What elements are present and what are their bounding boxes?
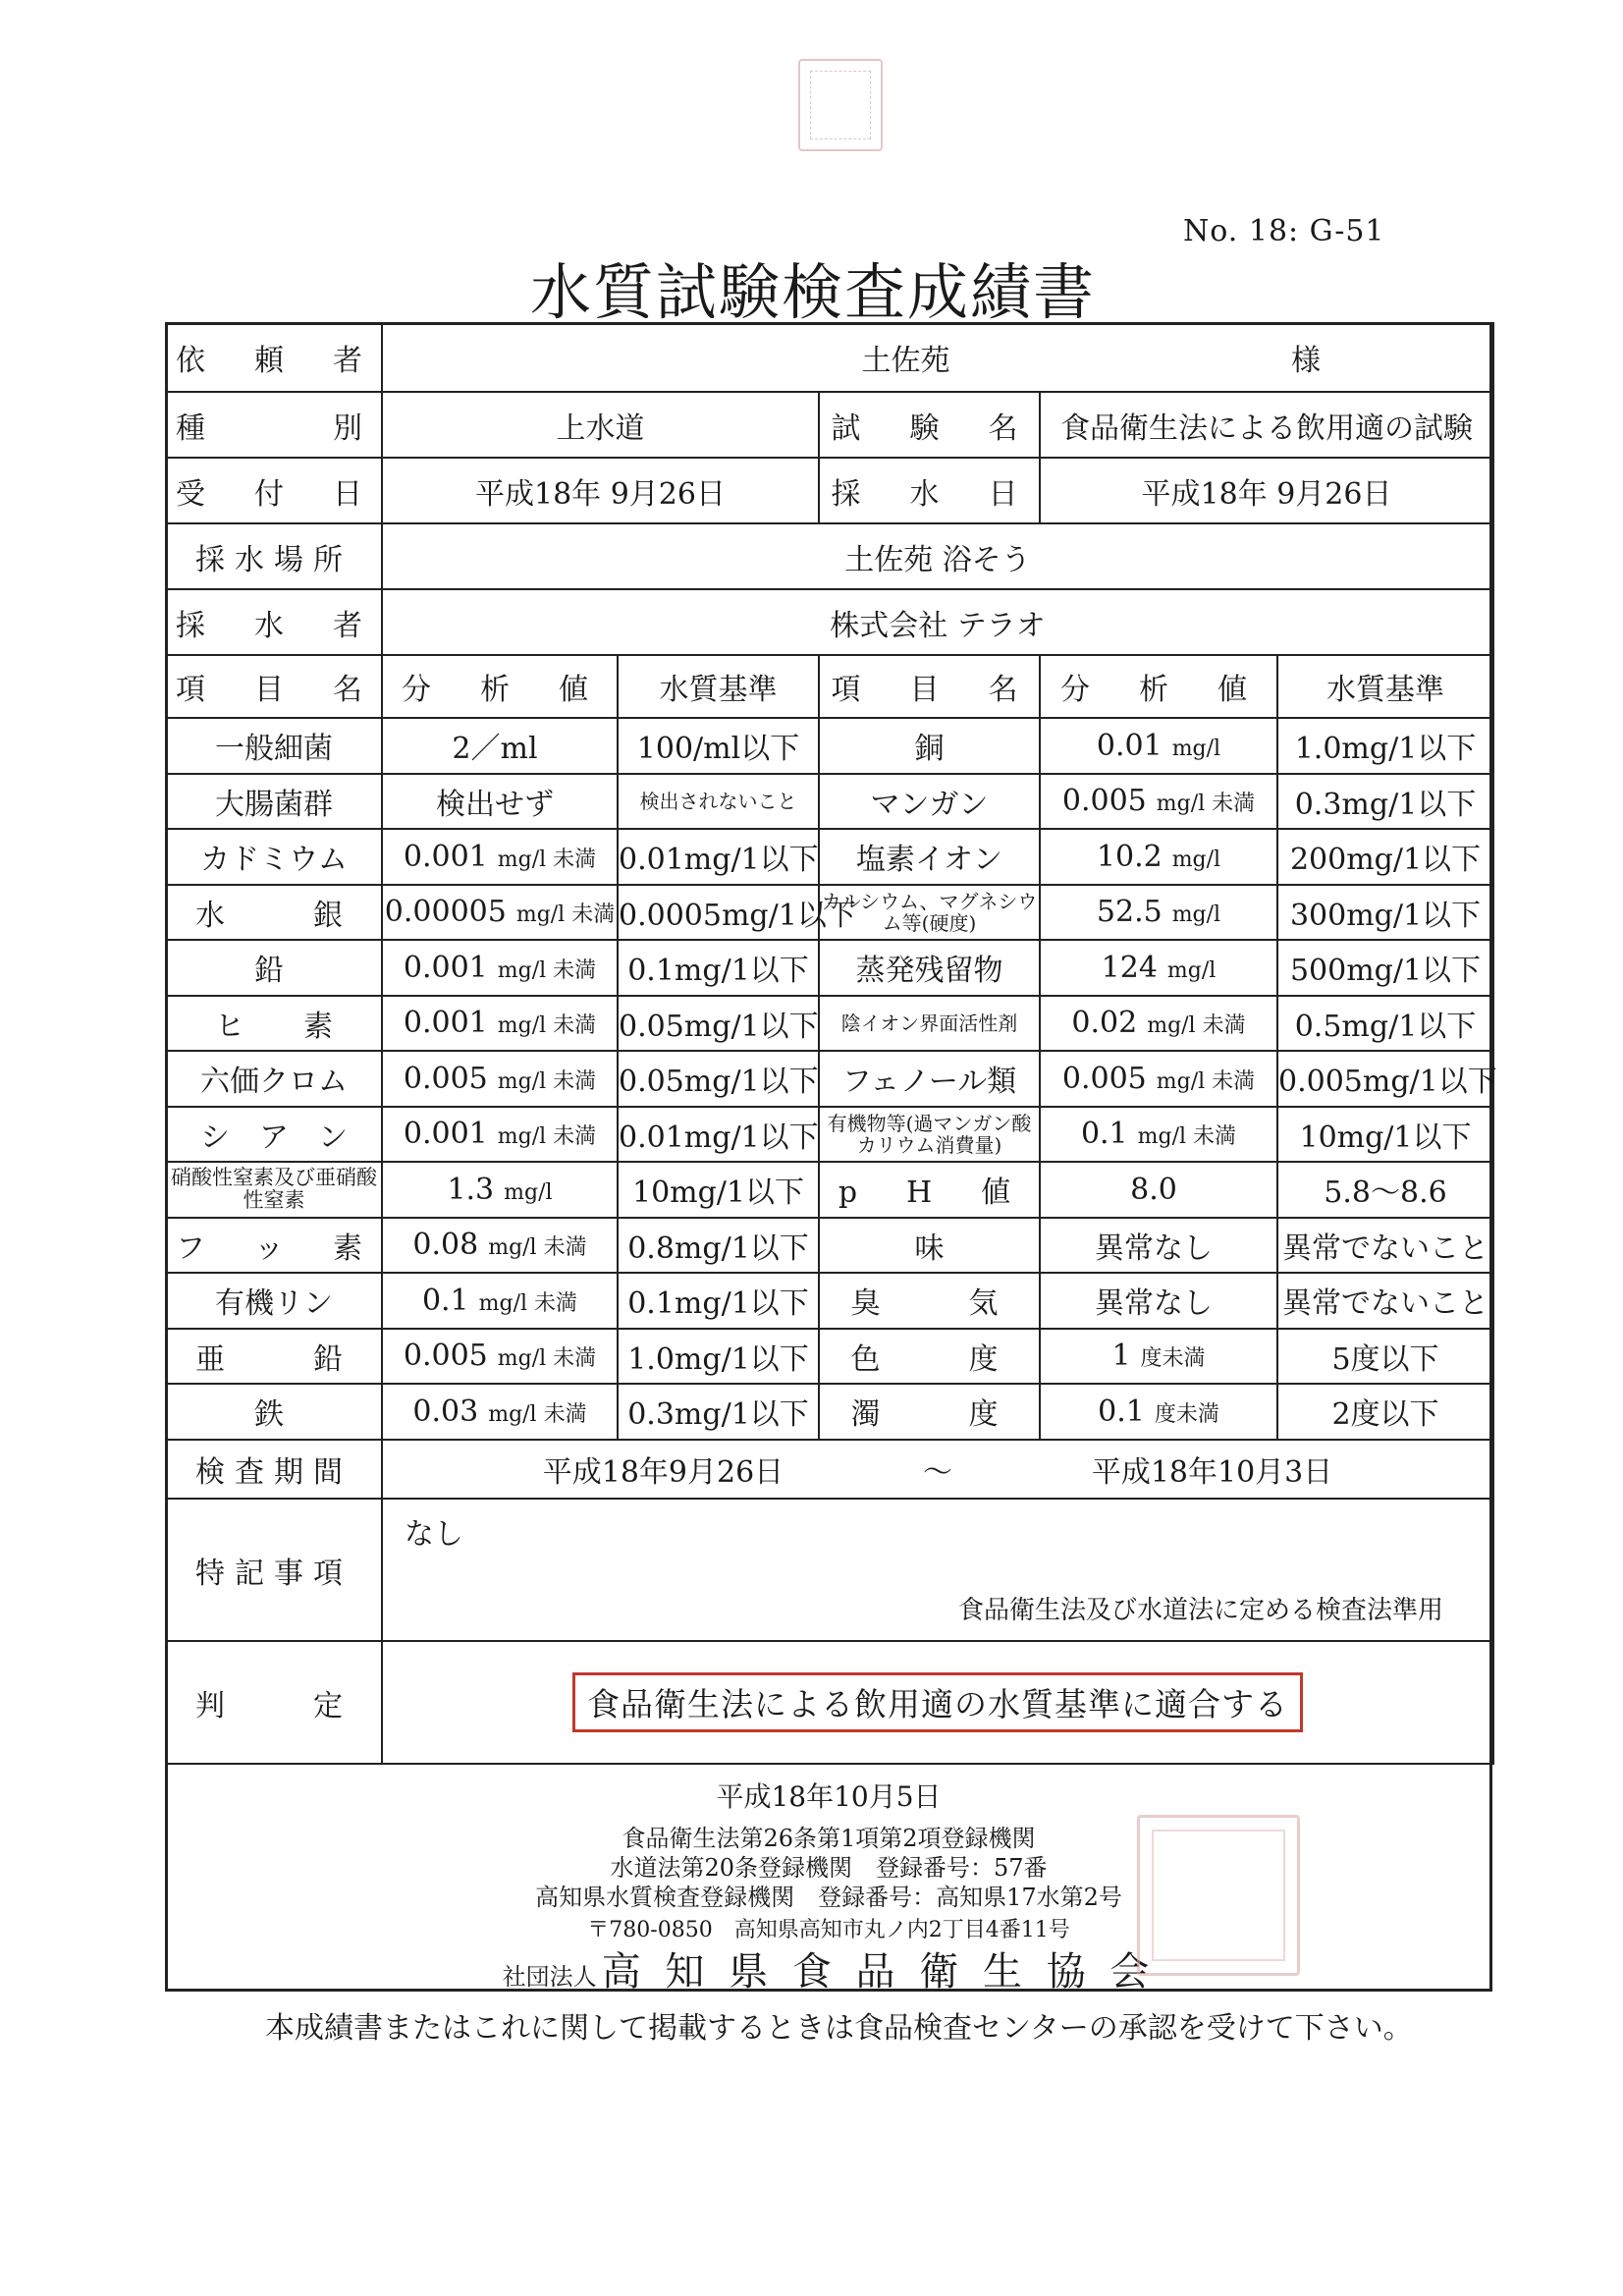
result-row xyxy=(166,940,1493,996)
right-item: 蒸発残留物 xyxy=(819,940,1040,996)
right-item: 陰イオン界面活性剤 xyxy=(819,996,1040,1052)
right-value xyxy=(1040,1107,1277,1163)
header-item-left: 項 目 名 xyxy=(166,655,382,718)
left-standard: 検出されないこと xyxy=(618,774,819,830)
left-value-number: 0.03 xyxy=(412,1394,479,1429)
left-standard: 0.05mg/1以下 xyxy=(618,996,819,1052)
result-row xyxy=(166,1384,1493,1440)
result-row xyxy=(166,1329,1493,1385)
right-value-unit: 度未満 xyxy=(1154,1401,1219,1427)
left-value-number: 0.00005 xyxy=(384,895,507,930)
remarks-label: 特記事項 xyxy=(166,1499,382,1641)
right-item: マンガン xyxy=(819,774,1040,830)
sampled-value: 平成18年 9月26日 xyxy=(1040,458,1493,523)
right-standard: 500mg/1以下 xyxy=(1277,940,1493,996)
left-standard: 0.0005mg/1以下 xyxy=(618,885,819,941)
result-row xyxy=(166,829,1493,885)
left-value-unit: mg/l 未満 xyxy=(478,1290,578,1316)
left-standard: 1.0mg/1以下 xyxy=(618,1329,819,1385)
left-item: カドミウム xyxy=(166,829,382,885)
requester-value: 土佐苑 xyxy=(861,344,950,378)
left-value xyxy=(382,1329,618,1385)
result-row xyxy=(166,718,1493,774)
left-item: ヒ 素 xyxy=(166,996,382,1052)
left-standard: 0.01mg/1以下 xyxy=(618,829,819,885)
right-value-number: 8.0 xyxy=(1130,1172,1177,1207)
result-row xyxy=(166,1218,1493,1274)
right-value-unit: mg/l 未満 xyxy=(1156,792,1256,817)
right-value-number: 0.02 xyxy=(1071,1006,1138,1041)
issue-date: 平成18年10月5日 xyxy=(716,1780,942,1813)
right-value xyxy=(1040,1218,1277,1274)
right-value xyxy=(1040,885,1277,941)
right-value xyxy=(1040,718,1277,774)
right-item: 濁 度 xyxy=(819,1384,1040,1440)
received-label: 受 付 日 xyxy=(166,458,382,523)
right-value-unit: mg/l 未満 xyxy=(1137,1124,1237,1150)
right-value-number: 0.005 xyxy=(1061,1061,1147,1096)
left-value xyxy=(382,774,618,830)
left-value xyxy=(382,996,618,1052)
left-item: 亜 鉛 xyxy=(166,1329,382,1385)
left-value-unit: mg/l xyxy=(504,1179,553,1205)
results-table xyxy=(165,654,1497,1441)
registration-line-1: 食品衛生法第26条第1項第2項登録機関 xyxy=(622,1825,1036,1852)
header-value-right: 分 析 値 xyxy=(1040,655,1277,718)
right-value-number: 124 xyxy=(1101,950,1158,985)
right-value-unit: mg/l xyxy=(1166,957,1217,983)
left-value xyxy=(382,940,618,996)
right-value-number: 0.01 xyxy=(1096,728,1163,763)
right-value xyxy=(1040,1051,1277,1107)
left-standard: 0.05mg/1以下 xyxy=(618,1051,819,1107)
period-start: 平成18年9月26日 xyxy=(542,1455,784,1490)
right-value-number: 10.2 xyxy=(1096,839,1163,874)
right-value xyxy=(1040,1384,1277,1440)
left-value-unit: mg/l 未満 xyxy=(497,1013,597,1039)
document-number: No. 18: G-51 xyxy=(1183,214,1385,248)
test-name-value: 食品衛生法による飲用適の試験 xyxy=(1040,392,1493,458)
right-value-unit: mg/l 未満 xyxy=(1156,1068,1256,1094)
left-value-number: 2／ml xyxy=(452,732,538,767)
header-standard-right: 水質基準 xyxy=(1277,655,1493,718)
right-value-number: 0.1 xyxy=(1080,1117,1128,1152)
right-value-number: 異常なし xyxy=(1095,1286,1213,1322)
top-seal-stamp xyxy=(798,59,883,151)
result-row xyxy=(166,1051,1493,1107)
left-value xyxy=(382,718,618,774)
issuer-org-name: 高 知 県 食 品 衛 生 協 会 xyxy=(601,1949,1156,1995)
right-value xyxy=(1040,996,1277,1052)
type-label: 種 別 xyxy=(166,392,382,458)
right-standard: 5度以下 xyxy=(1277,1329,1493,1385)
left-value-number: 0.005 xyxy=(403,1339,488,1374)
footer-notice: 本成績書またはこれに関して掲載するときは食品検査センターの承認を受けて下さい。 xyxy=(265,2011,1413,2046)
right-standard: 300mg/1以下 xyxy=(1277,885,1493,941)
result-row xyxy=(166,1273,1493,1329)
left-value-unit: mg/l 未満 xyxy=(488,1235,587,1261)
right-item: 塩素イオン xyxy=(819,829,1040,885)
left-standard: 0.1mg/1以下 xyxy=(618,1273,819,1329)
right-value xyxy=(1040,829,1277,885)
right-standard: 2度以下 xyxy=(1277,1384,1493,1440)
honorific: 様 xyxy=(1291,344,1322,378)
info-table xyxy=(165,322,1494,656)
left-value-unit: mg/l 未満 xyxy=(515,902,616,928)
right-item: 有機物等(過マンガン酸カリウム消費量) xyxy=(819,1107,1040,1163)
left-value-number: 0.005 xyxy=(403,1061,488,1096)
right-value xyxy=(1040,1273,1277,1329)
verdict-label: 判 定 xyxy=(166,1641,382,1764)
left-standard: 0.1mg/1以下 xyxy=(618,940,819,996)
left-value-unit: mg/l 未満 xyxy=(488,1401,587,1427)
right-item: フェノール類 xyxy=(819,1051,1040,1107)
right-standard: 5.8〜8.6 xyxy=(1277,1162,1493,1218)
left-value xyxy=(382,1051,618,1107)
left-value xyxy=(382,1384,618,1440)
requester-label: 依 頼 者 xyxy=(166,323,382,392)
verdict-cell xyxy=(382,1641,1493,1764)
right-item: カルシウム、マグネシウム等(硬度) xyxy=(819,885,1040,941)
left-item: 六価クロム xyxy=(166,1051,382,1107)
right-standard: 異常でないこと xyxy=(1277,1273,1493,1329)
type-value: 上水道 xyxy=(382,392,819,458)
right-standard: 1.0mg/1以下 xyxy=(1277,718,1493,774)
left-standard: 0.3mg/1以下 xyxy=(618,1384,819,1440)
header-item-right: 項 目 名 xyxy=(819,655,1040,718)
right-value-unit: 度未満 xyxy=(1140,1346,1206,1372)
right-value xyxy=(1040,1162,1277,1218)
right-item: 臭 気 xyxy=(819,1273,1040,1329)
issuer-org-prefix: 社団法人 xyxy=(502,1963,597,1991)
result-row xyxy=(166,1162,1493,1218)
left-value-unit: mg/l 未満 xyxy=(497,1346,597,1372)
result-row xyxy=(166,1107,1493,1163)
left-item: シ ア ン xyxy=(166,1107,382,1163)
place-value: 土佐苑 浴そう xyxy=(382,523,1493,589)
right-value-unit: mg/l xyxy=(1171,902,1221,928)
left-value xyxy=(382,1107,618,1163)
sampler-value: 株式会社 テラオ xyxy=(382,589,1493,655)
left-value xyxy=(382,1162,618,1218)
header-value-left: 分 析 値 xyxy=(382,655,618,718)
right-value xyxy=(1040,1329,1277,1385)
left-item: 一般細菌 xyxy=(166,718,382,774)
left-value-number: 検出せず xyxy=(436,787,554,822)
right-value-number: 0.005 xyxy=(1061,784,1147,819)
right-value-unit: mg/l xyxy=(1171,736,1221,761)
left-value-unit: mg/l 未満 xyxy=(497,1068,597,1094)
right-standard: 200mg/1以下 xyxy=(1277,829,1493,885)
left-item: 水 銀 xyxy=(166,885,382,941)
left-value-unit: mg/l 未満 xyxy=(497,957,597,983)
result-row xyxy=(166,885,1493,941)
left-value-number: 0.001 xyxy=(403,1117,488,1152)
left-value-number: 0.001 xyxy=(403,1006,488,1041)
right-value xyxy=(1040,774,1277,830)
left-value-number: 0.08 xyxy=(412,1228,479,1263)
left-value-number: 1.3 xyxy=(447,1172,495,1207)
header-standard-left: 水質基準 xyxy=(618,655,819,718)
issuer-address: 〒780-0850 高知県高知市丸ノ内2丁目4番11号 xyxy=(587,1918,1070,1942)
period-separator: 〜 xyxy=(923,1455,952,1490)
left-standard: 0.8mg/1以下 xyxy=(618,1218,819,1274)
right-standard: 0.3mg/1以下 xyxy=(1277,774,1493,830)
sampler-label: 採 水 者 xyxy=(166,589,382,655)
requester-cell xyxy=(382,323,1493,392)
left-standard: 100/ml以下 xyxy=(618,718,819,774)
left-value xyxy=(382,885,618,941)
right-standard: 0.5mg/1以下 xyxy=(1277,996,1493,1052)
left-item: 鉛 xyxy=(166,940,382,996)
right-standard: 異常でないこと xyxy=(1277,1218,1493,1274)
sampled-label: 採 水 日 xyxy=(819,458,1040,523)
left-value xyxy=(382,1218,618,1274)
left-standard: 0.01mg/1以下 xyxy=(618,1107,819,1163)
summary-table xyxy=(165,1439,1494,1765)
right-value xyxy=(1040,940,1277,996)
left-item: 硝酸性窒素及び亜硝酸性窒素 xyxy=(166,1162,382,1218)
right-value-unit: mg/l 未満 xyxy=(1147,1013,1246,1039)
right-standard: 10mg/1以下 xyxy=(1277,1107,1493,1163)
right-value-number: 異常なし xyxy=(1095,1230,1213,1266)
period-label: 検査期間 xyxy=(166,1440,382,1499)
right-standard: 0.005mg/1以下 xyxy=(1277,1051,1493,1107)
right-item: 銅 xyxy=(819,718,1040,774)
left-item: フ ッ 素 xyxy=(166,1218,382,1274)
left-item: 有機リン xyxy=(166,1273,382,1329)
issuer-seal-stamp xyxy=(1137,1815,1300,1976)
left-value-number: 0.001 xyxy=(403,839,488,874)
result-row xyxy=(166,774,1493,830)
right-item: p H 値 xyxy=(819,1162,1040,1218)
place-label: 採水場所 xyxy=(166,523,382,589)
remarks-note: 食品衛生法及び水道法に定める検査法準用 xyxy=(957,1596,1443,1625)
result-row xyxy=(166,996,1493,1052)
left-value-number: 0.1 xyxy=(421,1283,469,1318)
left-value-unit: mg/l 未満 xyxy=(497,847,597,872)
right-value-number: 0.1 xyxy=(1098,1394,1145,1429)
right-value-unit: mg/l xyxy=(1171,847,1221,872)
registration-line-2: 水道法第20条登録機関 登録番号：57番 xyxy=(610,1854,1048,1882)
left-value xyxy=(382,1273,618,1329)
right-value-number: 52.5 xyxy=(1096,895,1163,930)
period-cell xyxy=(382,1440,1493,1499)
received-value: 平成18年 9月26日 xyxy=(382,458,819,523)
left-value xyxy=(382,829,618,885)
results-body xyxy=(166,718,1497,1440)
period-end: 平成18年10月3日 xyxy=(1091,1455,1333,1490)
right-item: 味 xyxy=(819,1218,1040,1274)
left-item: 大腸菌群 xyxy=(166,774,382,830)
left-standard: 10mg/1以下 xyxy=(618,1162,819,1218)
left-value-number: 0.001 xyxy=(403,950,488,985)
right-value-number: 1 xyxy=(1111,1339,1131,1374)
left-item: 鉄 xyxy=(166,1384,382,1440)
test-name-label: 試 験 名 xyxy=(819,392,1040,458)
remarks-text: なし xyxy=(405,1517,463,1552)
registration-line-3: 高知県水質検査登録機関 登録番号：高知県17水第2号 xyxy=(535,1884,1122,1911)
page-title: 水質試験検査成績書 xyxy=(530,256,1097,328)
remarks-cell xyxy=(382,1499,1493,1641)
right-item: 色 度 xyxy=(819,1329,1040,1385)
verdict-text: 食品衛生法による飲用適の水質基準に適合する xyxy=(572,1672,1303,1732)
left-value-unit: mg/l 未満 xyxy=(497,1124,597,1150)
